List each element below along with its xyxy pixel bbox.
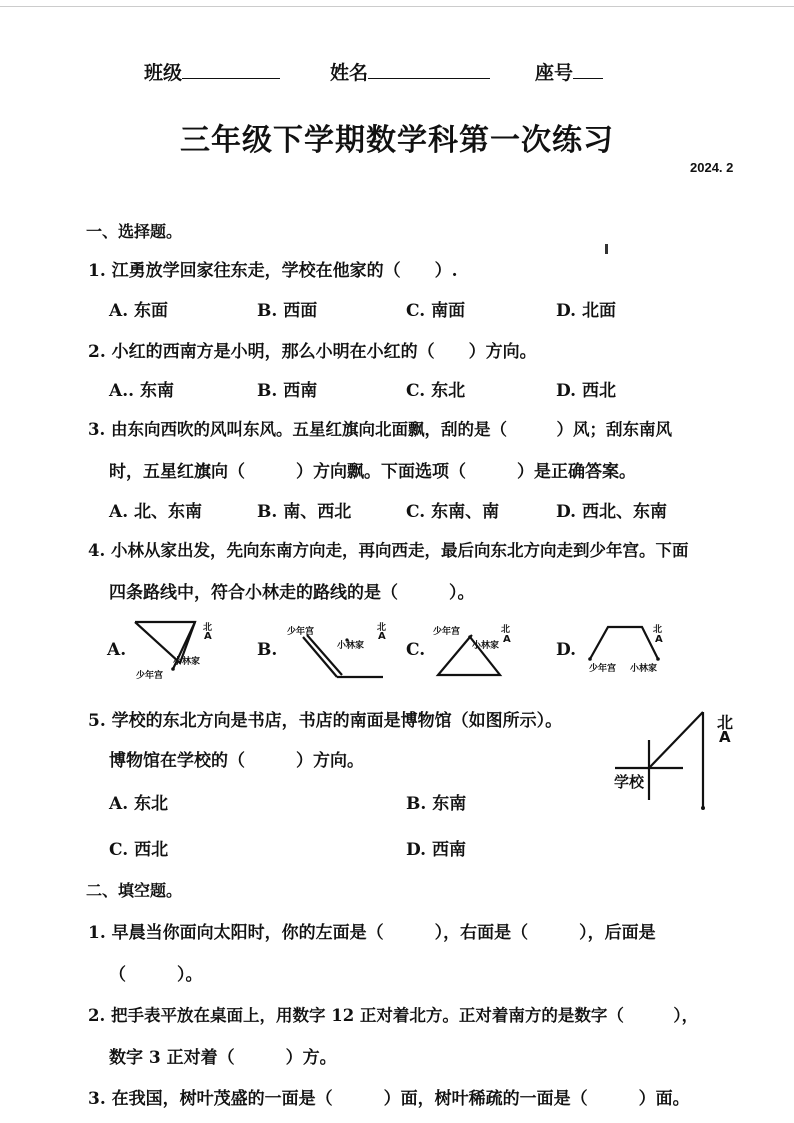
q4a-home-label: 小林家 xyxy=(173,657,201,667)
q1-option-d[interactable]: D. 北面 xyxy=(556,301,616,321)
q5-north-label: 北 xyxy=(717,713,734,732)
seat-field xyxy=(535,58,603,85)
q1-option-b[interactable]: B. 西面 xyxy=(257,301,318,321)
q3-option-b[interactable]: B. 南、西北 xyxy=(257,502,352,522)
q5-line2: 博物馆在学校的（ ）方向。 xyxy=(109,751,364,771)
q3-option-d[interactable]: D. 西北、东南 xyxy=(556,502,667,522)
q4b-home-label: 小林家 xyxy=(337,641,365,651)
q2-option-c[interactable]: C. 东北 xyxy=(406,381,466,401)
q5-option-d[interactable]: D. 西南 xyxy=(406,840,466,860)
q4-diagram-d xyxy=(580,615,680,685)
q4c-palace-label: 少年宫 xyxy=(433,627,461,637)
q4d-palace-label: 少年宫 xyxy=(589,664,617,674)
seat-blank[interactable] xyxy=(573,60,603,79)
q4-line2: 四条路线中，符合小林走的路线的是（ ）。 xyxy=(109,583,475,603)
seat-label: 座号 xyxy=(535,62,574,84)
q4c-north-label: 北 xyxy=(501,625,511,635)
q2-option-b[interactable]: B. 西南 xyxy=(257,381,318,401)
q4-option-d[interactable]: D. xyxy=(556,640,577,660)
q4d-north-arrow: A xyxy=(655,634,663,645)
q4b-north-arrow: A xyxy=(378,631,386,642)
s2-q2-line1: 2. 把手表平放在桌面上，用数字 12 正对着北方。正对着南方的是数字（ ）， xyxy=(88,1006,699,1025)
q1-option-a[interactable]: A. 东面 xyxy=(109,301,169,321)
q4-option-a[interactable]: A. xyxy=(107,640,127,660)
s2-q3-line1: 3. 在我国，树叶茂盛的一面是（ ）面，树叶稀疏的一面是（ ）面。 xyxy=(88,1089,690,1109)
date: 2024. 2 xyxy=(690,160,734,175)
q2-option-d[interactable]: D. 西北 xyxy=(556,381,616,401)
q4-option-b[interactable]: B. xyxy=(257,640,278,660)
q5-option-c[interactable]: C. 西北 xyxy=(109,840,169,860)
q3-option-c[interactable]: C. 东南、南 xyxy=(406,502,500,522)
q4d-north-label: 北 xyxy=(653,625,663,635)
q4b-north-label: 北 xyxy=(377,623,387,633)
q4d-home-label: 小林家 xyxy=(630,664,658,674)
s2-q2-line2: 数字 3 正对着（ ）方。 xyxy=(109,1048,337,1068)
q1-text: 1. 江勇放学回家往东走，学校在他家的（ ）. xyxy=(88,261,458,281)
scan-speck xyxy=(605,244,608,254)
q4a-north-arrow: A xyxy=(204,631,212,642)
page-title: 三年级下学期数学科第一次练习 xyxy=(180,123,614,158)
q5-line1: 5. 学校的东北方向是书店，书店的南面是博物馆（如图所示）。 xyxy=(88,711,563,731)
name-blank[interactable] xyxy=(368,60,490,79)
q4c-north-arrow: A xyxy=(503,634,511,645)
name-label: 姓名 xyxy=(330,62,369,84)
q5-diagram xyxy=(615,700,715,815)
q3-option-a[interactable]: A. 北、东南 xyxy=(109,502,203,522)
q4-line1: 4. 小林从家出发，先向东南方向走，再向西走，最后向东北方向走到少年宫。下面 xyxy=(88,541,689,560)
s2-q1-line1: 1. 早晨当你面向太阳时，你的左面是（ ），右面是（ ），后面是 xyxy=(88,923,656,943)
class-label: 班级 xyxy=(144,62,183,84)
q3-line2: 时，五星红旗向（ ）方向飘。下面选项（ ）是正确答案。 xyxy=(109,462,636,482)
s2-q1-line2: （ ）。 xyxy=(109,965,203,985)
section2-heading: 二、填空题。 xyxy=(86,881,183,900)
q5-north-arrow: A xyxy=(719,728,731,746)
class-blank[interactable] xyxy=(182,60,280,79)
q4-option-c[interactable]: C. xyxy=(406,640,426,660)
q4c-home-label: 小林家 xyxy=(472,641,500,651)
q5-option-b[interactable]: B. 东南 xyxy=(406,794,467,814)
scan-edge xyxy=(0,6,794,7)
q1-option-c[interactable]: C. 南面 xyxy=(406,301,466,321)
q2-option-a[interactable]: A.. 东南 xyxy=(109,381,174,401)
q5-option-a[interactable]: A. 东北 xyxy=(109,794,169,814)
q4b-palace-label: 少年宫 xyxy=(287,627,315,637)
q5-school-label: 学校 xyxy=(614,773,645,791)
q4a-palace-label: 少年宫 xyxy=(136,671,164,681)
q2-text: 2. 小红的西南方是小明，那么小明在小红的（ ）方向。 xyxy=(88,342,537,362)
q3-line1: 3. 由东向西吹的风叫东风。五星红旗向北面飘，刮的是（ ）风；刮东南风 xyxy=(88,420,672,439)
q4a-north-label: 北 xyxy=(203,623,213,633)
class-field xyxy=(144,58,280,85)
section1-heading: 一、选择题。 xyxy=(86,222,183,241)
name-field xyxy=(330,58,490,85)
